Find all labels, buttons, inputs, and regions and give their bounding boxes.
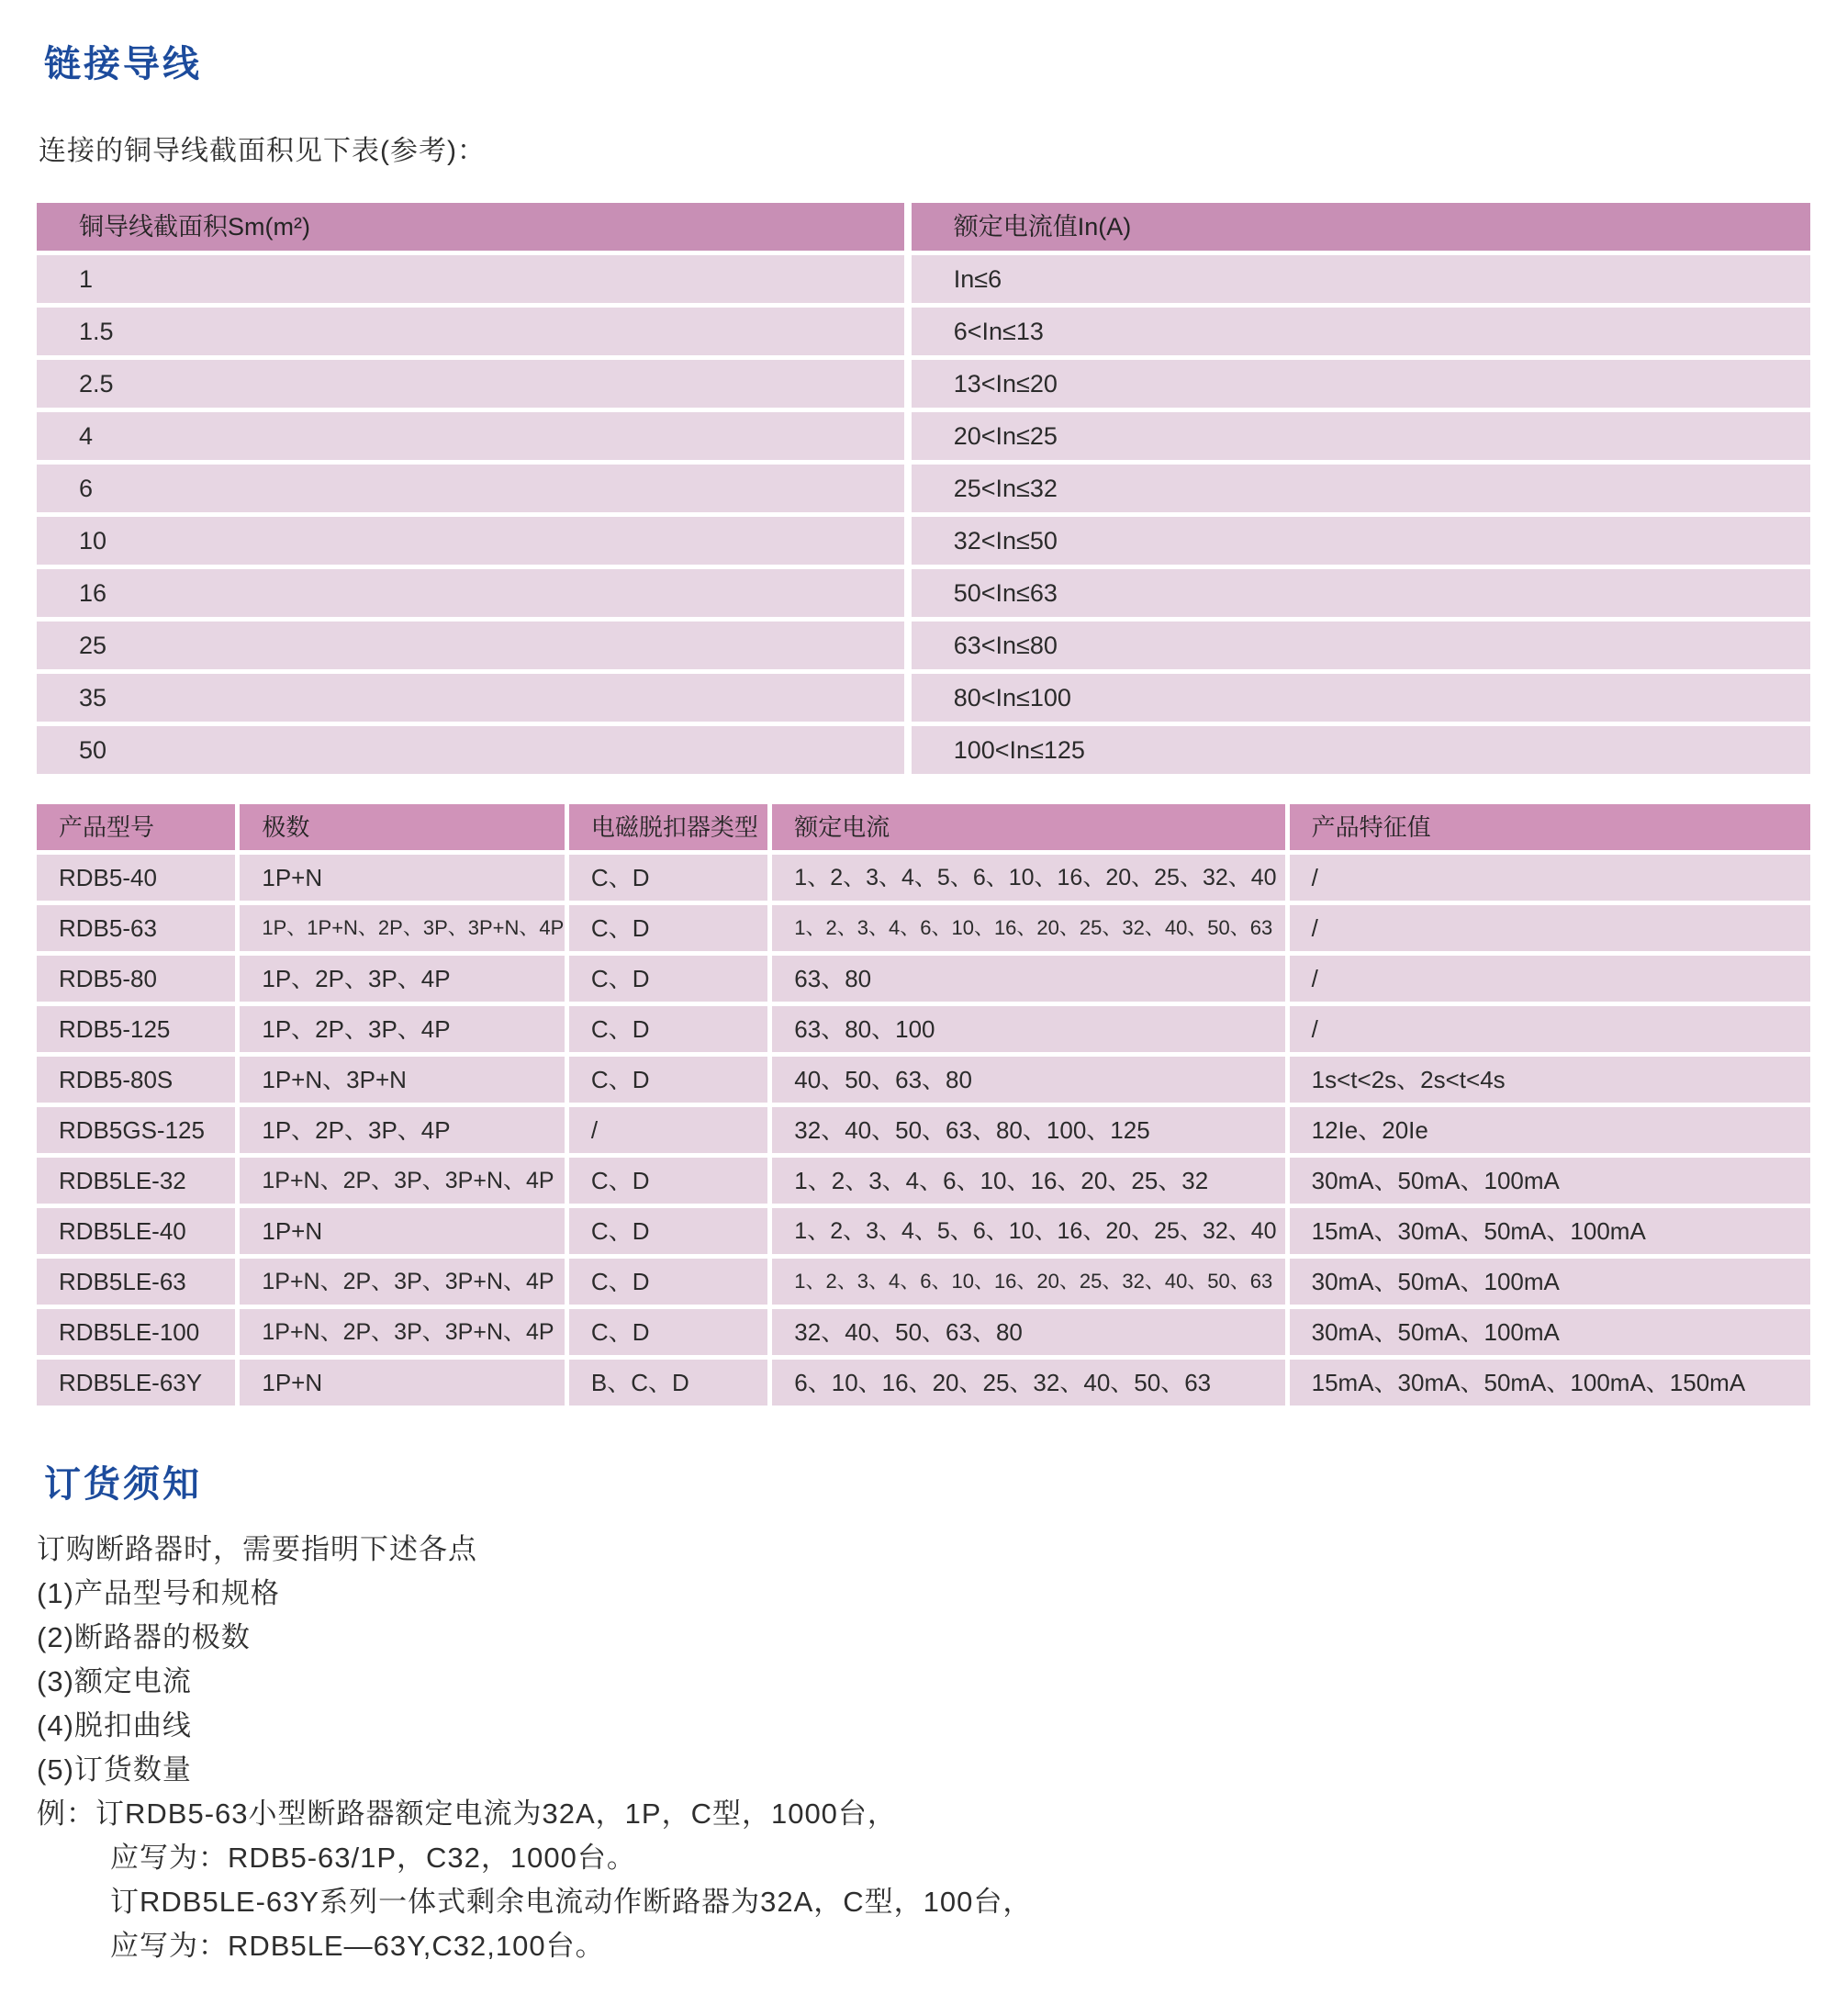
table-row: [37, 1158, 1810, 1204]
cell-wire-section: 16: [37, 569, 904, 617]
header-cell-characteristic: 产品特征值: [1290, 804, 1810, 850]
note-line-example: 例：订RDB5-63小型断路器额定电流为32A，1P，C型，1000台，: [37, 1798, 897, 1830]
cell-model: RDB5-80S: [37, 1057, 235, 1103]
table-row: [37, 1259, 1810, 1305]
cell-trip-type: C、D: [569, 1208, 767, 1254]
cell-wire-section: 2.5: [37, 360, 904, 408]
cell-wire-section: 6: [37, 465, 904, 512]
cell-model: RDB5-40: [37, 855, 235, 901]
table-row: [37, 1107, 1810, 1153]
note-line-example: 订RDB5LE-63Y系列一体式剩余电流动作断路器为32A，C型，100台，: [110, 1886, 1033, 1918]
section-title-ordering-notes: 订货须知: [44, 1464, 202, 1505]
table-row: [37, 726, 1810, 774]
cell-poles: 1P、2P、3P、4P: [240, 1006, 565, 1052]
table-row: [37, 1057, 1810, 1103]
note-line: (4)脱扣曲线: [37, 1709, 192, 1742]
table-row: [37, 1208, 1810, 1254]
table-row: [37, 674, 1810, 722]
cell-characteristic: 12Ie、20Ie: [1290, 1107, 1810, 1153]
wire-size-table: [37, 203, 1810, 774]
cell-rated-current: 63<In≤80: [912, 622, 1810, 669]
cell-rated-current: 1、2、3、4、6、10、16、20、25、32、40、50、63: [772, 905, 1284, 951]
cell-rated-current: 32、40、50、63、80、100、125: [772, 1107, 1284, 1153]
cell-poles: 1P+N、3P+N: [240, 1057, 565, 1103]
cell-characteristic: 30mA、50mA、100mA: [1290, 1259, 1810, 1305]
cell-characteristic: /: [1290, 956, 1810, 1002]
cell-poles: 1P、1P+N、2P、3P、3P+N、4P: [240, 905, 565, 951]
table-row: [37, 1360, 1810, 1406]
cell-trip-type: C、D: [569, 956, 767, 1002]
note-line: (1)产品型号和规格: [37, 1577, 280, 1609]
table-row: [37, 1006, 1810, 1052]
cell-wire-section: 35: [37, 674, 904, 722]
cell-trip-type: /: [569, 1107, 767, 1153]
cell-trip-type: C、D: [569, 855, 767, 901]
note-line-example: 应写为：RDB5LE—63Y,C32,100台。: [110, 1930, 605, 1962]
cell-wire-section: 10: [37, 517, 904, 565]
cell-model: RDB5LE-40: [37, 1208, 235, 1254]
cell-model: RDB5GS-125: [37, 1107, 235, 1153]
cell-rated-current: In≤6: [912, 255, 1810, 303]
cell-trip-type: C、D: [569, 1057, 767, 1103]
cell-rated-current: 1、2、3、4、5、6、10、16、20、25、32、40: [772, 1208, 1284, 1254]
cell-poles: 1P+N: [240, 1208, 565, 1254]
table-row: [37, 465, 1810, 512]
header-cell-rated-current: 额定电流值In(A): [912, 203, 1810, 251]
table-row: [37, 255, 1810, 303]
cell-model: RDB5LE-63: [37, 1259, 235, 1305]
cell-characteristic: /: [1290, 1006, 1810, 1052]
cell-rated-current: 63、80、100: [772, 1006, 1284, 1052]
cell-trip-type: C、D: [569, 905, 767, 951]
cell-model: RDB5LE-32: [37, 1158, 235, 1204]
cell-model: RDB5-63: [37, 905, 235, 951]
cell-wire-section: 50: [37, 726, 904, 774]
cell-rated-current: 1、2、3、4、5、6、10、16、20、25、32、40: [772, 855, 1284, 901]
cell-characteristic: 1s<t<2s、2s<t<4s: [1290, 1057, 1810, 1103]
header-cell-wire-section: 铜导线截面积Sm(m²): [37, 203, 904, 251]
header-cell-rated-current: 额定电流: [772, 804, 1284, 850]
header-cell-trip-type: 电磁脱扣器类型: [569, 804, 767, 850]
cell-rated-current: 1、2、3、4、6、10、16、20、25、32: [772, 1158, 1284, 1204]
cell-rated-current: 40、50、63、80: [772, 1057, 1284, 1103]
cell-poles: 1P、2P、3P、4P: [240, 956, 565, 1002]
cell-characteristic: 30mA、50mA、100mA: [1290, 1158, 1810, 1204]
table-row: [37, 412, 1810, 460]
cell-wire-section: 1.5: [37, 308, 904, 355]
note-line: 订购断路器时，需要指明下述各点: [37, 1533, 477, 1565]
cell-poles: 1P+N、2P、3P、3P+N、4P: [240, 1158, 565, 1204]
cell-rated-current: 13<In≤20: [912, 360, 1810, 408]
header-cell-model: 产品型号: [37, 804, 235, 850]
cell-characteristic: 30mA、50mA、100mA: [1290, 1309, 1810, 1355]
table-row: [37, 855, 1810, 901]
note-line: (5)订货数量: [37, 1753, 192, 1786]
table-row: [37, 360, 1810, 408]
product-spec-table: [37, 804, 1810, 1406]
note-line: (3)额定电流: [37, 1665, 192, 1697]
cell-model: RDB5LE-100: [37, 1309, 235, 1355]
cell-characteristic: 15mA、30mA、50mA、100mA、150mA: [1290, 1360, 1810, 1406]
cell-rated-current: 80<In≤100: [912, 674, 1810, 722]
table-row: [37, 956, 1810, 1002]
cell-rated-current: 63、80: [772, 956, 1284, 1002]
table-row: [37, 517, 1810, 565]
cell-rated-current: 50<In≤63: [912, 569, 1810, 617]
table-row: [37, 569, 1810, 617]
intro-text: 连接的铜导线截面积见下表(参考)：: [39, 136, 486, 166]
cell-wire-section: 4: [37, 412, 904, 460]
cell-rated-current: 6、10、16、20、25、32、40、50、63: [772, 1360, 1284, 1406]
cell-trip-type: C、D: [569, 1006, 767, 1052]
cell-rated-current: 100<In≤125: [912, 726, 1810, 774]
cell-model: RDB5-80: [37, 956, 235, 1002]
cell-rated-current: 25<In≤32: [912, 465, 1810, 512]
cell-rated-current: 32<In≤50: [912, 517, 1810, 565]
cell-trip-type: B、C、D: [569, 1360, 767, 1406]
table-row: [37, 308, 1810, 355]
note-line: (2)断路器的极数: [37, 1621, 251, 1653]
section-title-link-wires: 链接导线: [44, 44, 202, 84]
table-row: [37, 622, 1810, 669]
header-cell-poles: 极数: [240, 804, 565, 850]
cell-rated-current: 1、2、3、4、6、10、16、20、25、32、40、50、63: [772, 1259, 1284, 1305]
cell-characteristic: 15mA、30mA、50mA、100mA: [1290, 1208, 1810, 1254]
ordering-notes: [37, 1528, 1810, 1968]
cell-rated-current: 32、40、50、63、80: [772, 1309, 1284, 1355]
cell-poles: 1P+N、2P、3P、3P+N、4P: [240, 1309, 565, 1355]
product-table-header-row: [37, 804, 1810, 850]
table-row: [37, 1309, 1810, 1355]
wire-table-header-row: [37, 203, 1810, 251]
cell-model: RDB5LE-63Y: [37, 1360, 235, 1406]
cell-wire-section: 1: [37, 255, 904, 303]
cell-poles: 1P+N: [240, 1360, 565, 1406]
cell-trip-type: C、D: [569, 1158, 767, 1204]
table-row: [37, 905, 1810, 951]
cell-wire-section: 25: [37, 622, 904, 669]
cell-trip-type: C、D: [569, 1259, 767, 1305]
note-line-example: 应写为：RDB5-63/1P，C32，1000台。: [110, 1842, 636, 1874]
cell-poles: 1P+N、2P、3P、3P+N、4P: [240, 1259, 565, 1305]
cell-rated-current: 20<In≤25: [912, 412, 1810, 460]
cell-model: RDB5-125: [37, 1006, 235, 1052]
cell-poles: 1P+N: [240, 855, 565, 901]
cell-poles: 1P、2P、3P、4P: [240, 1107, 565, 1153]
cell-trip-type: C、D: [569, 1309, 767, 1355]
cell-rated-current: 6<In≤13: [912, 308, 1810, 355]
cell-characteristic: /: [1290, 855, 1810, 901]
cell-characteristic: /: [1290, 905, 1810, 951]
